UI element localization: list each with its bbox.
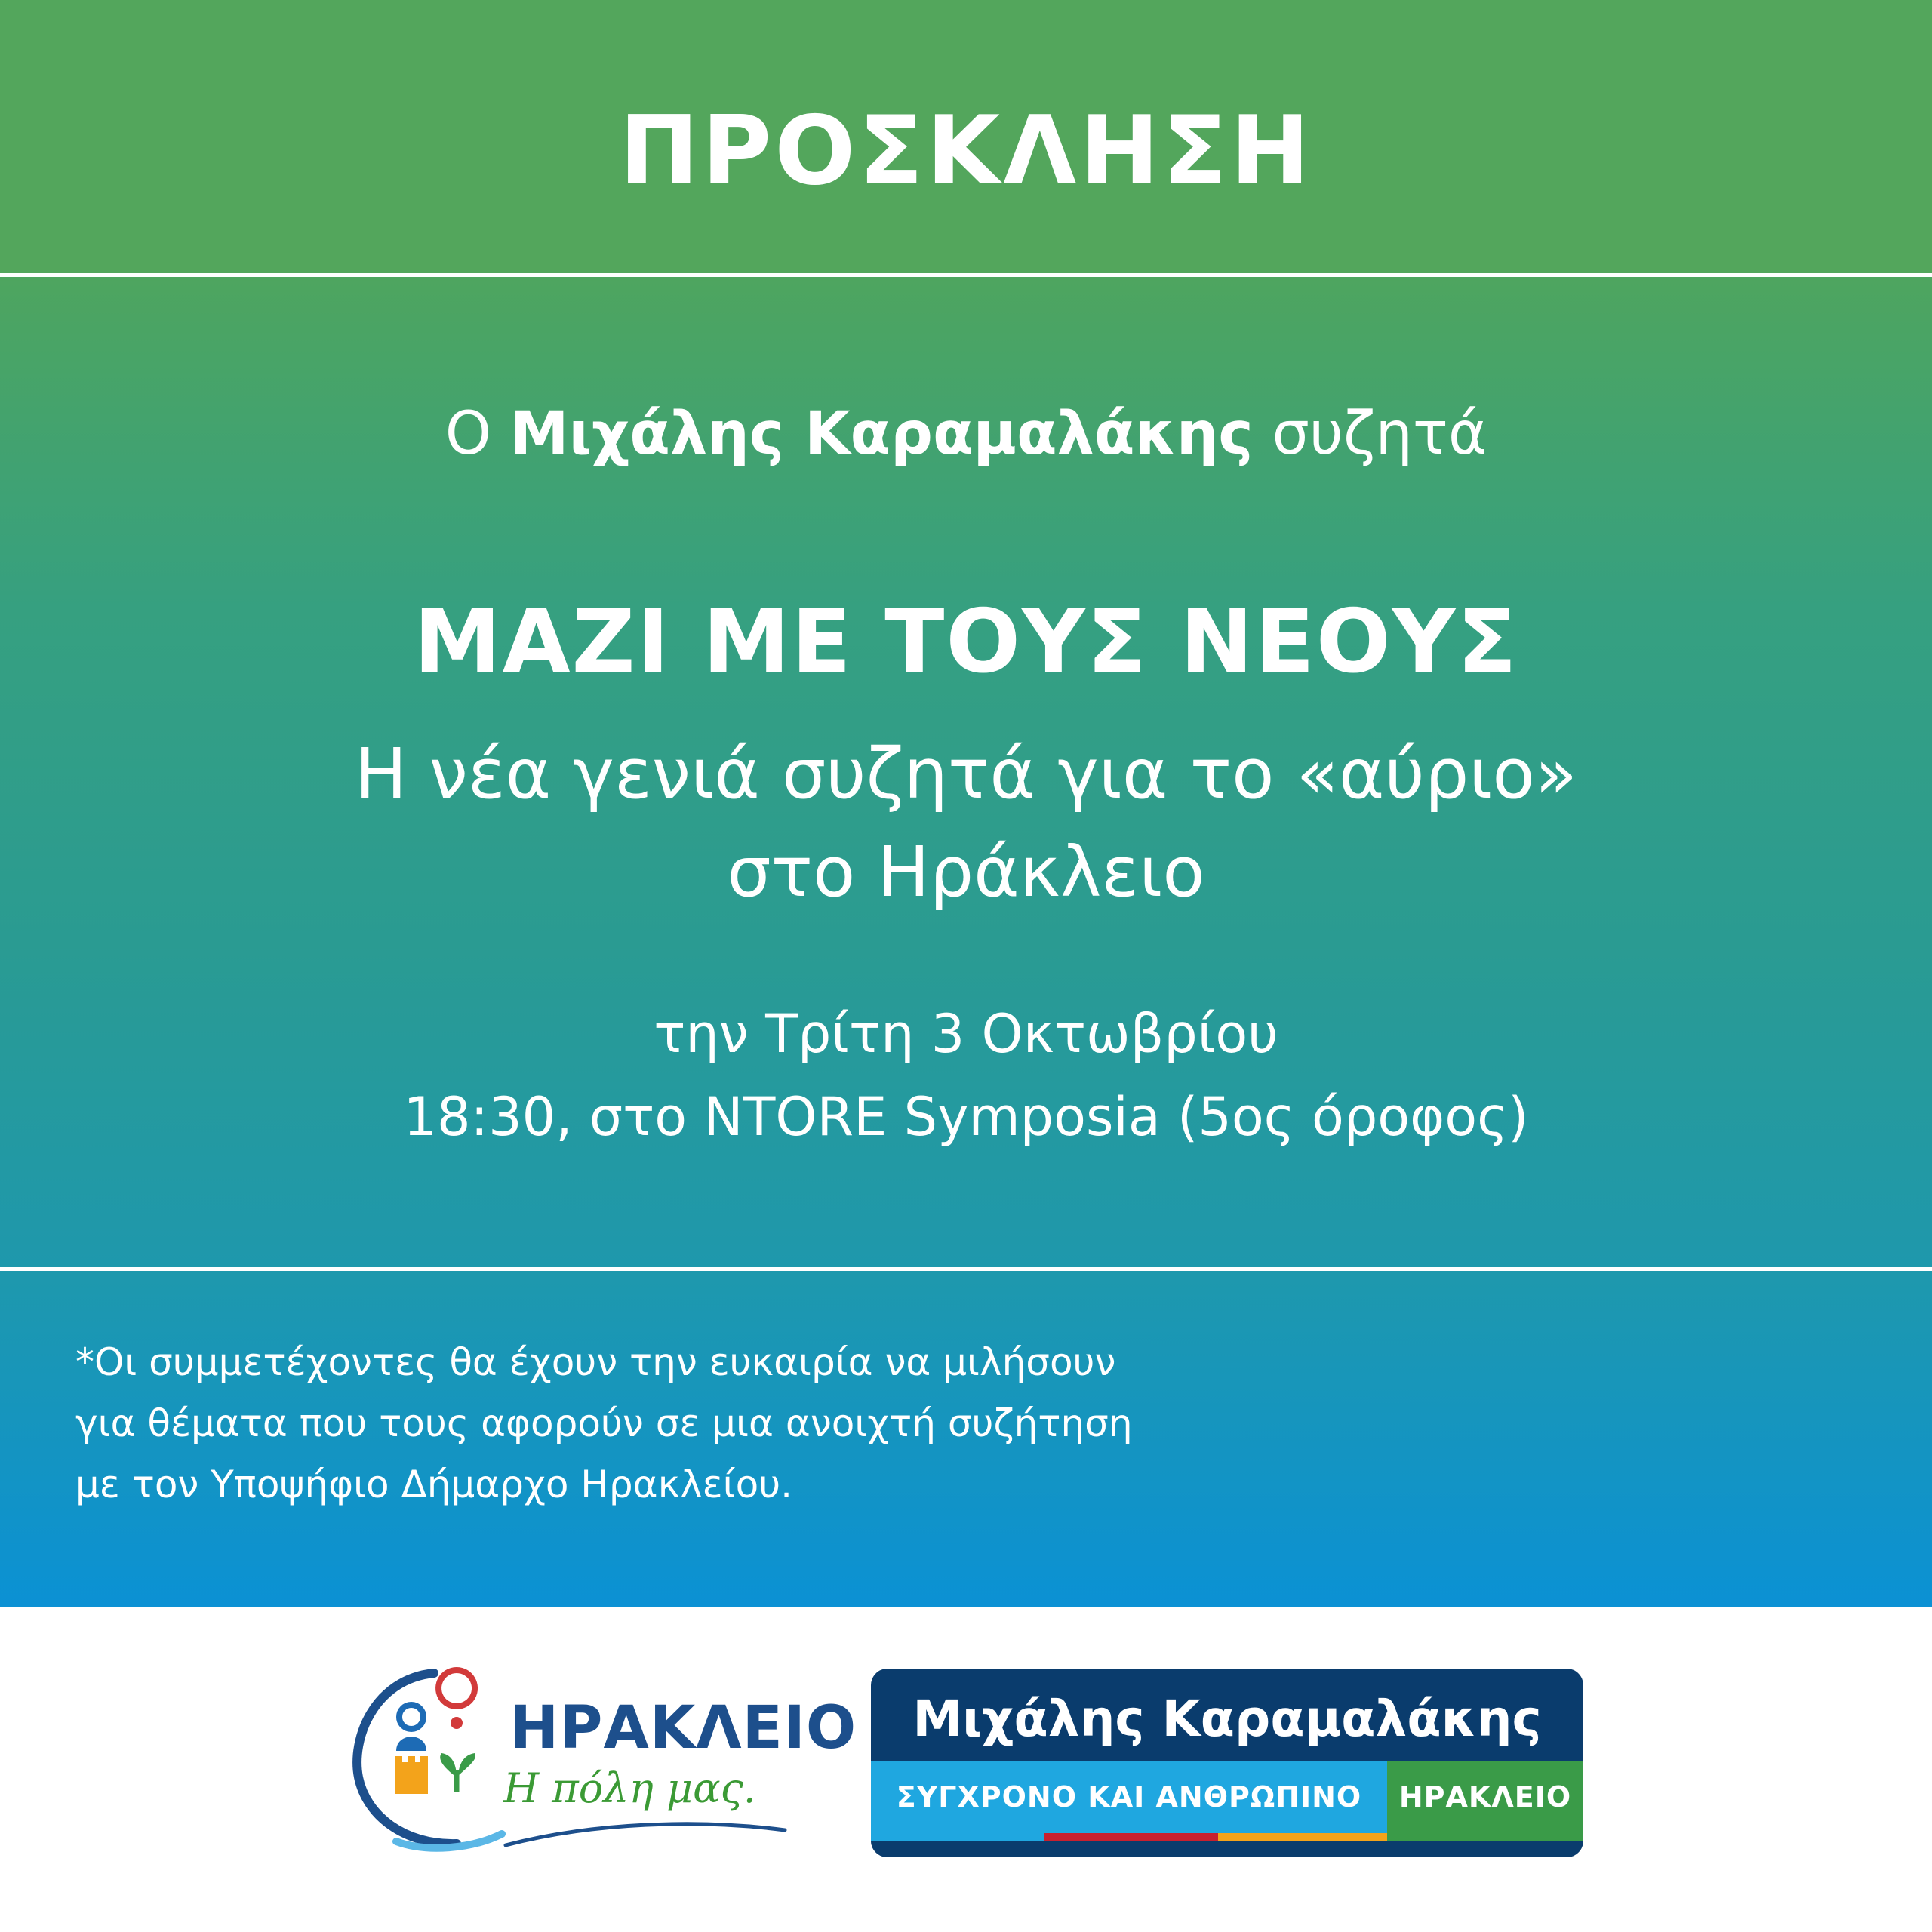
candidate-logo-name: Μιχάλης Καραμαλάκης <box>912 1690 1542 1748</box>
candidate-logo <box>871 1669 1583 1857</box>
speaker-name: Μιχάλης Καραμαλάκης <box>509 400 1254 468</box>
intro-line <box>0 392 1932 475</box>
event-date: την Τρίτη 3 Οκτωβρίου <box>654 1003 1278 1065</box>
note-line: *Οι συμμετέχοντες θα έχουν την ευκαιρία να μιλήσουν <box>75 1340 1116 1384</box>
city-logo-slogan: Η πόλη μας. <box>503 1764 756 1812</box>
note-line: για θέματα που τους αφορούν σε μια ανοιχτή συζήτηση <box>75 1401 1133 1445</box>
participants-note <box>75 1332 1358 1515</box>
intro-prefix: Ο <box>445 400 510 468</box>
stripe-blue <box>871 1833 1044 1841</box>
event-subtitle-line1: Η νέα γενιά συζητά για το «αύριο» <box>355 734 1577 814</box>
city-emblem-icon <box>343 1664 509 1853</box>
slogan-swoosh-icon <box>502 1819 789 1849</box>
candidate-tagline-left: ΣΥΓΧΡΟΝΟ ΚΑΙ ΑΝΘΡΩΠΙΝΟ <box>896 1780 1362 1814</box>
stripe-green <box>1387 1833 1583 1841</box>
heraklion-city-logo <box>343 1664 857 1853</box>
candidate-logo-base <box>871 1841 1583 1857</box>
page-title: ΠΡΟΣΚΛΗΣΗ <box>619 95 1313 206</box>
stripe-orange <box>1218 1833 1387 1841</box>
note-line: με τον Υποψήφιο Δήμαρχο Ηρακλείου. <box>75 1463 793 1506</box>
middle-divider <box>0 1267 1932 1271</box>
candidate-tagline-right: ΗΡΑΚΛΕΙΟ <box>1398 1780 1572 1814</box>
intro-suffix: συζητά <box>1253 400 1487 468</box>
event-subtitle-line2: στο Ηράκλειο <box>727 832 1205 912</box>
stripe-red <box>1044 1833 1218 1841</box>
header-band <box>0 0 1932 273</box>
event-time-place: 18:30, στο NTORE Symposia (5ος όροφος) <box>403 1086 1529 1148</box>
city-logo-name: ΗΡΑΚΛΕΙΟ <box>509 1694 857 1762</box>
event-title: ΜΑΖΙ ΜΕ ΤΟΥΣ ΝΕΟΥΣ <box>414 591 1518 693</box>
